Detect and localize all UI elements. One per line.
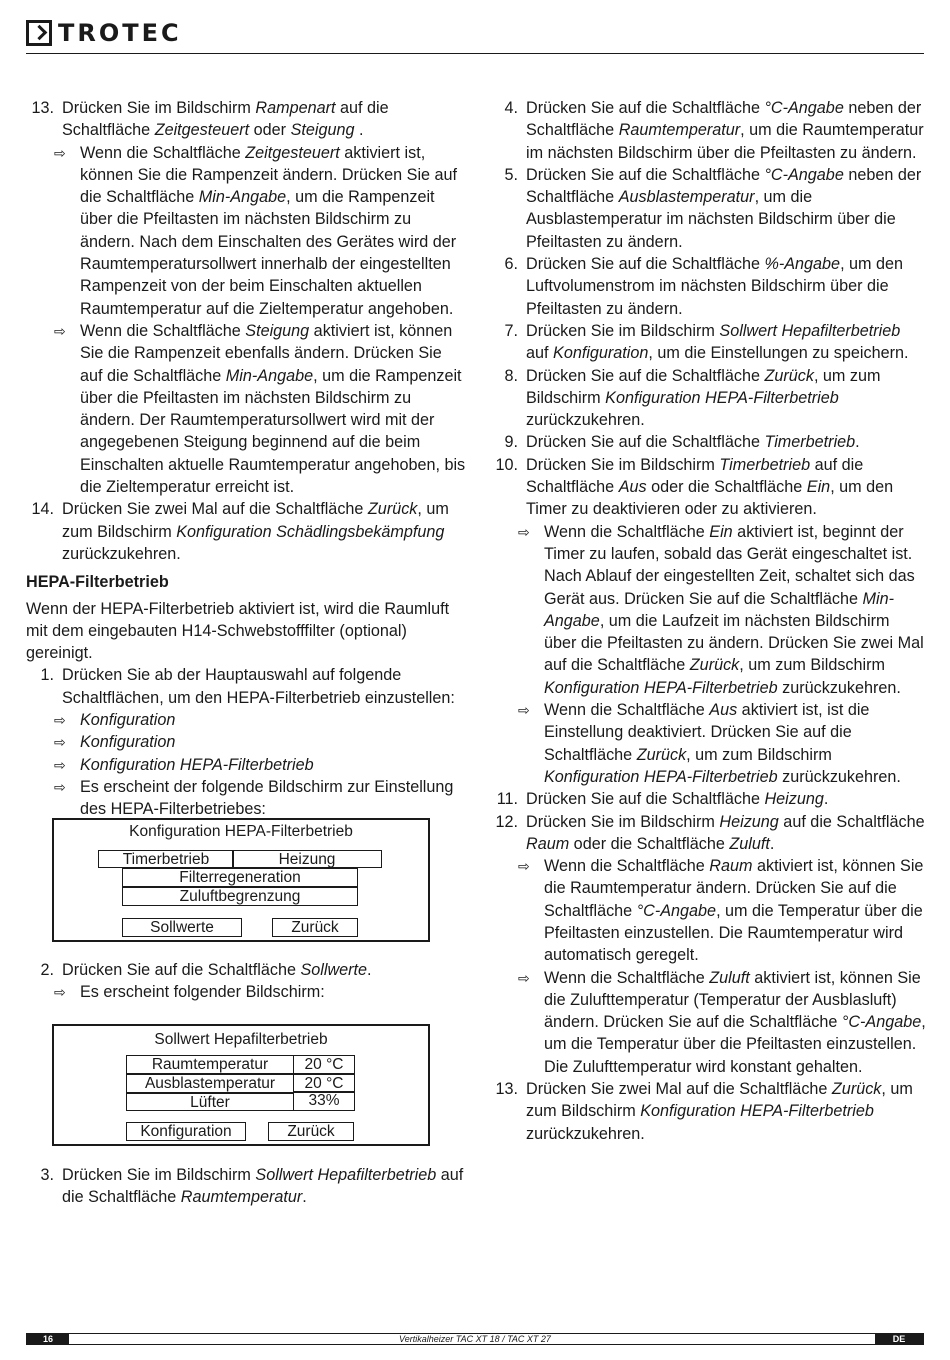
screen-title: Sollwert Hepafilterbetrieb [154, 1031, 328, 1048]
step-10: 10. Drücken Sie im Bildschirm Timerbetrieb auf die Schaltfläche Aus oder die Schaltfläche Ein, um den Timer zu deaktivieren oder zu aktivieren. [495, 455, 894, 519]
step-1-sub-d: ⇨ Es erscheint der folgende Bildschirm zur Einstellung des HEPA-Filterbetriebes: [54, 776, 466, 821]
step-9: 9. Drücken Sie auf die Schaltfläche Timerbetrieb. [504, 433, 860, 452]
step-3: 3. Drücken Sie im Bildschirm Sollwert Hepafilterbetrieb auf die Schaltfläche Raumtemperatur. [40, 1166, 464, 1207]
arrow-right-icon: ⇨ [518, 858, 530, 875]
zurueck-button[interactable]: Zurück [272, 918, 358, 937]
step-1-sub-b: ⇨ Konfiguration [54, 731, 466, 753]
step-4: 4. Drücken Sie auf die Schaltfläche °C-Angabe neben der Schaltfläche Raumtemperatur, um die Raumtemperatur im nächsten Bildschirm über die Pfeiltasten zu ändern. [504, 99, 924, 162]
raumtemperatur-label[interactable]: Raumtemperatur [126, 1055, 294, 1074]
step-1-sub-c: ⇨ Konfiguration HEPA-Filterbetrieb [54, 754, 466, 776]
logo-arrow-icon [26, 20, 52, 46]
step-13: 13. Drücken Sie im Bildschirm Rampenart auf die Schaltfläche Zeitgesteuert oder Steigung . [31, 99, 389, 140]
trotec-logo [26, 20, 182, 46]
konfiguration-button[interactable]: Konfiguration [126, 1122, 246, 1141]
arrow-right-icon: ⇨ [54, 144, 66, 161]
step-14: 14. Drücken Sie zwei Mal auf die Schaltfläche Zurück, um zum Bildschirm Konfiguration Schädlingsbekämpfung zurückzukehren. [31, 500, 449, 563]
step-2-result: ⇨ Es erscheint folgender Bildschirm: [54, 981, 466, 1003]
arrow-right-icon: ⇨ [54, 734, 66, 751]
step-11: 11. Drücken Sie auf die Schaltfläche Heizung. [496, 790, 829, 809]
arrow-right-icon: ⇨ [518, 969, 530, 986]
step-1-sub-a: ⇨ Konfiguration [54, 709, 466, 731]
right-column [490, 97, 926, 1145]
document-title: Vertikalheizer TAC XT 18 / TAC XT 27 [399, 1334, 551, 1344]
screen-title: Konfiguration HEPA-Filterbetrieb [129, 823, 353, 840]
arrow-right-icon: ⇨ [54, 322, 66, 339]
screen-sollwert-hepa [52, 1024, 430, 1146]
ausblastemperatur-label[interactable]: Ausblastemperatur [126, 1074, 294, 1093]
heizung-button[interactable]: Heizung [232, 850, 382, 868]
page-header [26, 16, 924, 58]
step-10-result-2: ⇨ Wenn die Schaltfläche Aus aktiviert ist, ist die Einstellung deaktiviert. Drücken Sie auf die Schaltfläche Zurück, um zum Bildschirm Konfiguration HEPA-Filterbetrieb zurückzukehren. [518, 699, 926, 788]
step-12-result-2: ⇨ Wenn die Schaltfläche Zuluft aktiviert ist, können Sie die Zulufttemperatur (Temperatur der Ausblasluft) ändern. Drücken Sie auf die Schaltfläche °C-Angabe, um die Temperatur über die Pfeiltasten einzustellen. Die Zulufttemperatur wird konstant gehalten. [518, 967, 926, 1078]
arrow-right-icon: ⇨ [54, 778, 66, 795]
arrow-right-icon: ⇨ [518, 702, 530, 719]
luefter-label[interactable]: Lüfter [126, 1093, 294, 1111]
step-12: 12. Drücken Sie im Bildschirm Heizung auf die Schaltfläche Raum oder die Schaltfläche Zuluft. [495, 812, 925, 853]
left-column-bottom [26, 1164, 466, 1209]
step-12-result-1: ⇨ Wenn die Schaltfläche Raum aktiviert ist, können Sie die Raumtemperatur ändern. Drücken Sie auf die Schaltfläche °C-Angabe, um die Temperatur über die Pfeiltasten einzustellen. Die Raumtemperatur wird automatisch geregelt. [518, 855, 926, 966]
page-footer [26, 1333, 924, 1345]
ausblastemperatur-value[interactable]: 20 °C [293, 1074, 355, 1093]
page-number: 16 [27, 1334, 69, 1344]
step-7: 7. Drücken Sie im Bildschirm Sollwert Hepafilterbetrieb auf Konfiguration, um die Einstellungen zu speichern. [504, 321, 909, 363]
screen-konfiguration-hepa [52, 818, 430, 942]
zuluftbegrenzung-button[interactable]: Zuluftbegrenzung [122, 887, 358, 906]
step-13-result-1: ⇨ Wenn die Schaltfläche Zeitgesteuert aktiviert ist, können Sie die Rampenzeit ändern. Drücken Sie auf die Schaltfläche Min-Angabe, um die Rampenzeit über die Pfeiltasten im nächsten Bildschirm zu ändern. Nach dem Einschalten des Gerätes wird der Raumtemperatursollwert innerhalb der eingestellten Rampenzeit von der beim Einschalten aktuellen Raumtemperatur auf die Zieltemperatur angehoben. [54, 142, 466, 320]
step-6: 6. Drücken Sie auf die Schaltfläche %-Angabe, um den Luftvolumenstrom im nächsten Bildschirm über die Pfeiltasten zu ändern. [504, 255, 904, 318]
raumtemperatur-value[interactable]: 20 °C [293, 1055, 355, 1074]
section-intro: Wenn der HEPA-Filterbetrieb aktiviert ist, wird die Raumluft mit dem eingebauten H14-Schwebstofffilter (optional) gereinigt. [26, 599, 450, 663]
timerbetrieb-button[interactable]: Timerbetrieb [98, 850, 234, 868]
left-column-mid [26, 959, 466, 1004]
zurueck-button[interactable]: Zurück [268, 1122, 354, 1141]
header-divider [26, 53, 924, 54]
luefter-value[interactable]: 33% [293, 1091, 355, 1111]
arrow-right-icon: ⇨ [518, 523, 530, 540]
step-2: 2. Drücken Sie auf die Schaltfläche Sollwerte. [40, 961, 372, 979]
step-1: 1. Drücken Sie ab der Hauptauswahl auf folgende Schaltflächen, um den HEPA-Filterbetrieb einzustellen: [40, 666, 455, 707]
brand-name: TROTEC [58, 19, 182, 47]
sollwerte-button[interactable]: Sollwerte [122, 918, 242, 937]
arrow-right-icon: ⇨ [54, 984, 66, 1001]
section-heading: HEPA-Filterbetrieb [26, 573, 169, 592]
step-5: 5. Drücken Sie auf die Schaltfläche °C-Angabe neben der Schaltfläche Ausblastemperatur, um die Ausblastemperatur im nächsten Bildschirm über die Pfeiltasten zu ändern. [504, 165, 922, 251]
filterregeneration-button[interactable]: Filterregeneration [122, 868, 358, 887]
step-8: 8. Drücken Sie auf die Schaltfläche Zurück, um zum Bildschirm Konfiguration HEPA-Filterbetrieb zurückzukehren. [504, 366, 881, 430]
step-13-result-2: ⇨ Wenn die Schaltfläche Steigung aktiviert ist, können Sie die Rampenzeit ebenfalls ändern. Drücken Sie auf die Schaltfläche Min-Angabe, um die Rampenzeit über die Pfeiltasten im nächsten Bildschirm zu ändern. Der Raumtemperatursollwert wird mit der angegebenen Steigung beginnend auf die beim Einschalten aktuelle Raumtemperatur angehoben, bis die Zieltemperatur erreicht ist. [54, 320, 466, 498]
language-code: DE [875, 1334, 923, 1344]
step-10-result-1: ⇨ Wenn die Schaltfläche Ein aktiviert ist, beginnt der Timer zu laufen, sobald das Gerät eingeschaltet ist. Nach Ablauf der eingestellten Zeit, schaltet sich das Gerät aus. Drücken Sie auf die Schaltfläche Min-Angabe, um die Laufzeit im nächsten Bildschirm über die Pfeiltasten zu ändern. Drücken Sie zwei Mal auf die Schaltfläche Zurück, um zum Bildschirm Konfiguration HEPA-Filterbetrieb zurückzukehren. [518, 521, 926, 699]
arrow-right-icon: ⇨ [54, 756, 66, 773]
left-column [26, 97, 466, 821]
arrow-right-icon: ⇨ [54, 712, 66, 729]
step-13-right: 13. Drücken Sie zwei Mal auf die Schaltfläche Zurück, um zum Bildschirm Konfiguration HEPA-Filterbetrieb zurückzukehren. [495, 1080, 913, 1143]
